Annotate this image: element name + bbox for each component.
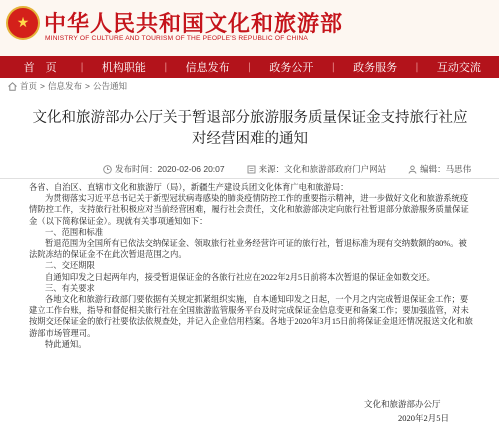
site-subtitle: MINISTRY OF CULTURE AND TOURISM OF THE PEOPLE'S REPUBLIC OF CHINA [45,35,309,42]
nav-separator: | [415,61,419,73]
clock-icon [103,165,112,174]
home-icon [8,82,17,91]
site-header [0,0,499,57]
breadcrumb-home-link[interactable]: 首页 [20,81,38,91]
nav-separator: | [80,61,84,73]
section-1-heading: 一、范围和标准 [45,227,104,237]
nav-item-home[interactable]: 首 页 [23,62,57,74]
publish-date-text: 发布时间：2020-02-06 20:07 [115,164,225,174]
signature: 文化和旅游部办公厅 [364,399,441,409]
closing-line: 特此通知。 [45,339,87,349]
intro-paragraph: 为贯彻落实习近平总书记关于新型冠状病毒感染的肺炎疫情防控工作的重要指示精神，进一步做好文化和旅游系统疫情防控工作，支持旅行社积极应对当前经营困难，履行社会责任，文化和旅游部决定向旅行社暂退部分旅游服务质量保证金（以下简称保证金）。现就有关事项通知如下： [29,194,469,226]
breadcrumb-news-link[interactable]: 信息发布 [47,81,82,91]
article-editor-text: 编辑：马思伟 [420,164,472,174]
nav-item-interaction[interactable]: 互动交流 [436,62,481,74]
site-title[interactable]: 中华人民共和国文化和旅游部 [44,11,344,37]
section-2-heading: 二、交还期限 [45,261,95,271]
section-2-body: 自通知印发之日起两年内，接受暂退保证金的各旅行社应在2022年2月5日前将本次暂退的保证金如数交还。 [45,272,435,282]
salutation: 各省、自治区、直辖市文化和旅游厅（局），新疆生产建设兵团文化体育广电和旅游局： [29,183,349,192]
nav-item-functions[interactable]: 机构职能 [101,62,146,74]
main-nav [0,56,499,78]
section-1-body: 暂退范围为全国所有已依法交纳保证金、领取旅行社业务经营许可证的旅行社，暂退标准为现有交纳数额的80%。被法院冻结的保证金不在此次暂退范围之内。 [29,239,467,260]
article-editor [408,163,471,175]
signature-date: 2020年2月5日 [398,413,450,423]
nav-item-news[interactable]: 信息发布 [185,62,230,74]
section-3-heading: 三、有关要求 [45,283,95,293]
breadcrumb [8,80,127,92]
breadcrumb-notices-link[interactable]: 公告通知 [92,81,127,91]
nav-item-public-affairs[interactable]: 政务公开 [269,62,314,74]
article-source-text: 来源：文化和旅游部政府门户网站 [258,164,387,174]
nav-separator: | [247,61,252,73]
divider [0,178,499,179]
article-meta [103,163,471,175]
breadcrumb-separator: > [85,81,90,91]
article-source [247,163,387,175]
nav-separator: | [164,61,168,73]
nav-item-services[interactable]: 政务服务 [353,62,398,74]
breadcrumb-separator: > [40,81,45,91]
publish-date [103,163,225,175]
nav-separator: | [331,61,335,73]
person-icon [408,165,417,174]
article-body [29,182,474,350]
source-icon [247,165,256,174]
article-title: 文化和旅游部办公厅关于暂退部分旅游服务质量保证金支持旅行社应对经营困难的通知 [32,110,468,147]
national-emblem-icon[interactable]: ★ [6,6,40,40]
section-3-body: 各地文化和旅游行政部门要依据有关规定抓紧组织实施，自本通知印发之日起，一个月之内完成暂退保证金工作；要建立工作台账，指导和督促相关旅行社在全国旅游监管服务平台及时完成保证金信息变更和备案工作；要加强监管，对未按期交还保证金的旅行社要依法依规查处，并记入企业信用档案。各地于2020年3月15日前将保证金退还情况报送文化和旅游部市场管理司。 [29,295,473,338]
